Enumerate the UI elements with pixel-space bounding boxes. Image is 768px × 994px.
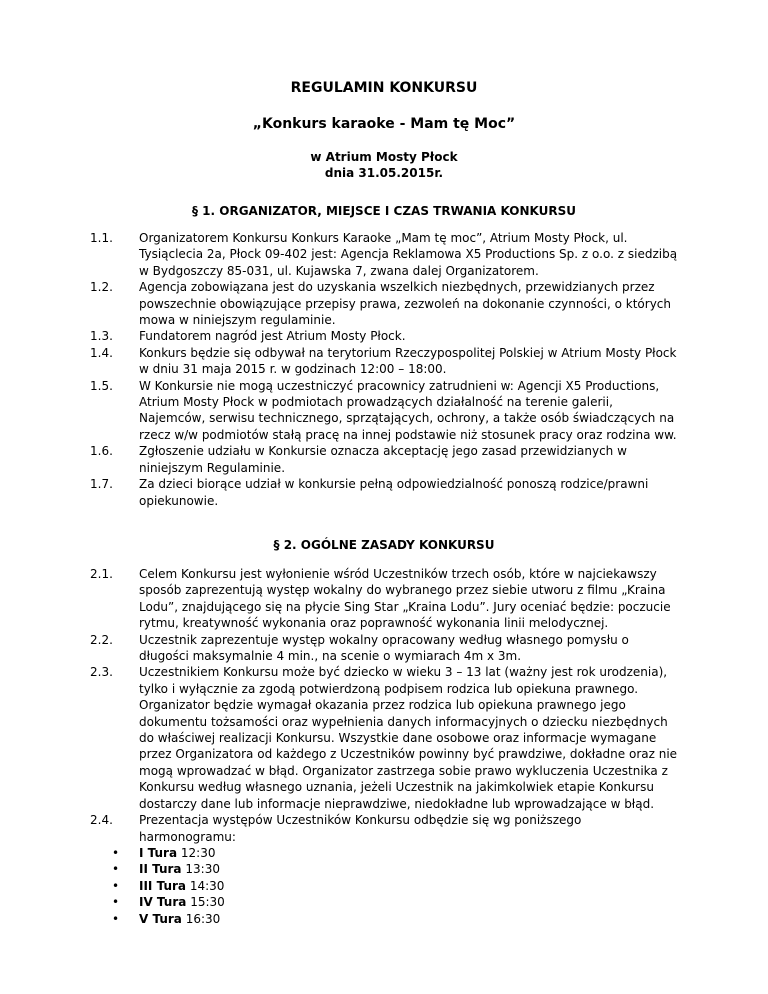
item-number: 1.6. — [90, 444, 113, 459]
schedule-label: I Tura — [139, 845, 178, 860]
item-text: Celem Konkursu jest wyłonienie wśród Uczestników trzech osób, które w najciekawszy sposób zaprezentują występ wokalny do wybranego przez siebie utworu z filmu „Kraina Lodu”, znajdującego się na płycie Sing Star „Kraina Lodu”. Jury oceniać będzie: poczucie rytmu, kreatywność wykonania oraz poprawność wykonania linii melodycznej. — [139, 567, 671, 631]
item-number: 1.7. — [90, 477, 113, 492]
bullet: • — [112, 878, 120, 893]
section-2-list — [0, 566, 768, 927]
schedule-item — [0, 861, 768, 877]
schedule-item — [0, 911, 768, 927]
item-number: 1.4. — [90, 345, 113, 360]
schedule-label: II Tura — [139, 862, 182, 877]
schedule-item — [0, 894, 768, 910]
item-number: 2.1. — [90, 567, 113, 581]
item-text: Prezentacja występów Uczestników Konkursu odbędzie się wg poniższego harmonogramu: — [139, 813, 582, 844]
schedule-time: 14:30 — [189, 878, 225, 893]
venue-line: w Atrium Mosty Płock — [310, 150, 458, 164]
item-text: Za dzieci biorące udział w konkursie pełną odpowiedzialność ponoszą rodzice/prawni opiekunowie. — [139, 477, 649, 508]
schedule-time: 12:30 — [180, 845, 216, 860]
schedule-label: IV Tura — [139, 895, 187, 910]
bullet: • — [112, 845, 120, 860]
date-line: dnia 31.05.2015r. — [324, 166, 444, 180]
list-item — [0, 664, 768, 812]
item-text: Uczestnik zaprezentuje występ wokalny opracowany według własnego pomysłu o długości maksymalnie 4 min., na scenie o wymiarach 4m x 3m. — [139, 632, 629, 664]
document-subtitle: „Konkurs karaoke - Mam tę Moc” — [252, 116, 516, 132]
schedule-time: 15:30 — [190, 895, 225, 910]
section-1-list — [0, 230, 768, 509]
item-number: 1.2. — [90, 280, 113, 295]
item-text: Fundatorem nagród jest Atrium Mosty Płock. — [139, 329, 406, 344]
schedule-time: 13:30 — [185, 862, 220, 877]
list-item — [0, 230, 768, 279]
list-item — [0, 812, 768, 845]
item-number: 1.1. — [90, 231, 113, 245]
list-item — [0, 476, 768, 509]
item-text: Organizatorem Konkursu Konkurs Karaoke „Mam tę moc”, Atrium Mosty Płock, ul. Tysiąclecia 2a, Płock 09-402 jest: Agencja Reklamowa X5 Productions Sp. z o.o. z siedzibą w Bydgoszczy 85-031, ul. Kujawska 7, zwana dalej Organizatorem. — [139, 231, 678, 278]
item-number: 1.5. — [90, 378, 113, 393]
bullet: • — [112, 895, 120, 910]
list-item — [0, 279, 768, 328]
item-text: Agencja zobowiązana jest do uzyskania wszelkich niezbędnych, przewidzianych przez powszechnie obowiązujące przepisy prawa, zezwoleń na dokonanie czynności, o których mowa w niniejszym regulaminie. — [139, 280, 672, 328]
document-title: REGULAMIN KONKURSU — [290, 80, 478, 96]
item-number: 2.3. — [90, 665, 113, 680]
item-number: 2.4. — [90, 813, 113, 828]
list-item — [0, 632, 768, 665]
schedule-label: V Tura — [139, 911, 182, 926]
section-2-heading: § 2. OGÓLNE ZASADY KONKURSU — [273, 538, 495, 552]
schedule-label: III Tura — [139, 878, 186, 893]
item-text: Konkurs będzie się odbywał na terytorium Rzeczypospolitej Polskiej w Atrium Mosty Płock w dniu 31 maja 2015 r. w godzinach 12:00 – 18:00. — [139, 345, 677, 377]
section-1-heading: § 1. ORGANIZATOR, MIEJSCE I CZAS TRWANIA KONKURSU — [192, 204, 576, 218]
schedule-item — [0, 878, 768, 894]
schedule-item — [0, 845, 768, 861]
item-text: Zgłoszenie udziału w Konkursie oznacza akceptację jego zasad przewidzianych w niniejszym Regulaminie. — [139, 444, 627, 475]
item-text: W Konkursie nie mogą uczestniczyć pracownicy zatrudnieni w: Agencji X5 Productions, Atrium Mosty Płock w podmiotach prowadzących działalność na terenie galerii, Najemców, serwisu technicznego, sprzątających, ochrony, a także osób świadczących na rzecz w/w podmiotów stałą pracę na innej podstawie niż stosunek pracy oraz rodzina ww. — [139, 378, 677, 442]
schedule-time: 16:30 — [185, 911, 221, 926]
bullet: • — [112, 862, 120, 877]
list-item — [0, 378, 768, 444]
list-item — [0, 443, 768, 476]
bullet: • — [112, 911, 120, 926]
list-item — [0, 328, 768, 344]
list-item — [0, 566, 768, 632]
item-number: 2.2. — [90, 632, 113, 647]
item-text: Uczestnikiem Konkursu może być dziecko w wieku 3 – 13 lat (ważny jest rok urodzenia), tylko i wyłącznie za zgodą potwierdzoną podpisem rodzica lub opiekuna prawnego. Organizator będzie wymagał okazania przez rodzica lub opiekuna prawnego jego dokumentu tożsamości oraz wypełnienia danych informacyjnych o dziecku niezbędnych do właściwej realizacji Konkursu. Wszystkie dane osobowe oraz informacje wymagane przez Organizatora od każdego z Uczestników powinny być prawdziwe, dokładne oraz nie mogą wprowadzać w błąd. Organizator zastrzega sobie prawo wykluczenia Uczestnika z Konkursu według własnego uznania, jeżeli Uczestnik na jakimkolwiek etapie Konkursu dostarczy dane lub informacje nieprawdziwe, niedokładne lub wprowadzające w błąd. — [139, 665, 678, 811]
list-item — [0, 345, 768, 378]
item-number: 1.3. — [90, 329, 113, 344]
